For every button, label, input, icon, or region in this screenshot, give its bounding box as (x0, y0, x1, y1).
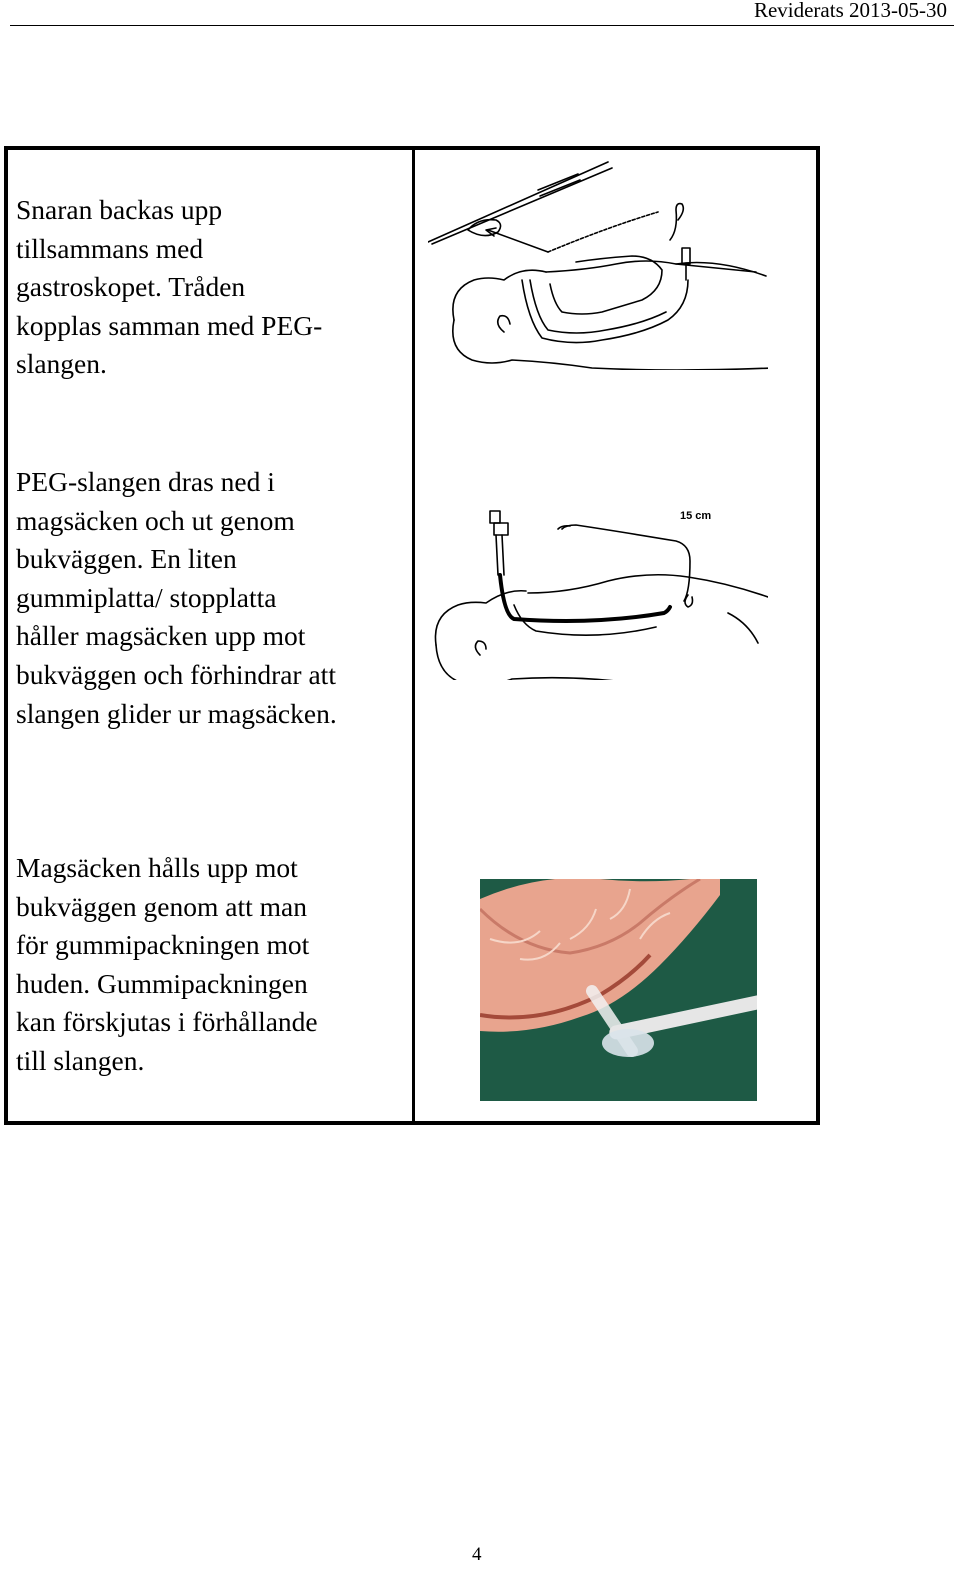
header-rule (10, 25, 954, 26)
page-number: 4 (472, 1544, 482, 1565)
instruction-table (4, 146, 820, 1125)
snare-withdrawal-illustration (428, 160, 768, 370)
revision-date: Reviderats 2013-05-30 (753, 0, 947, 22)
stomach-model-photo (480, 879, 757, 1101)
step-text-rubber-plate: Magsäcken hålls upp mot bukväggen genom att man för gummipackningen mot huden. Gummipackningen kan förskjutas i förhållande till slangen. (16, 852, 318, 1076)
column-divider (412, 150, 415, 1121)
fig2-measure-label: 15 cm (680, 510, 712, 522)
peg-tube-placement-illustration (428, 505, 768, 680)
step-text-peg-tube: PEG-slangen dras ned i magsäcken och ut genom bukväggen. En liten gummiplatta/ stopplatta håller magsäcken upp mot bukväggen och förhindrar att slangen glider ur magsäcken. (16, 466, 337, 729)
step-text-snare: Snaran backas upp tillsammans med gastroskopet. Tråden kopplas samman med PEG- slangen. (16, 194, 323, 380)
